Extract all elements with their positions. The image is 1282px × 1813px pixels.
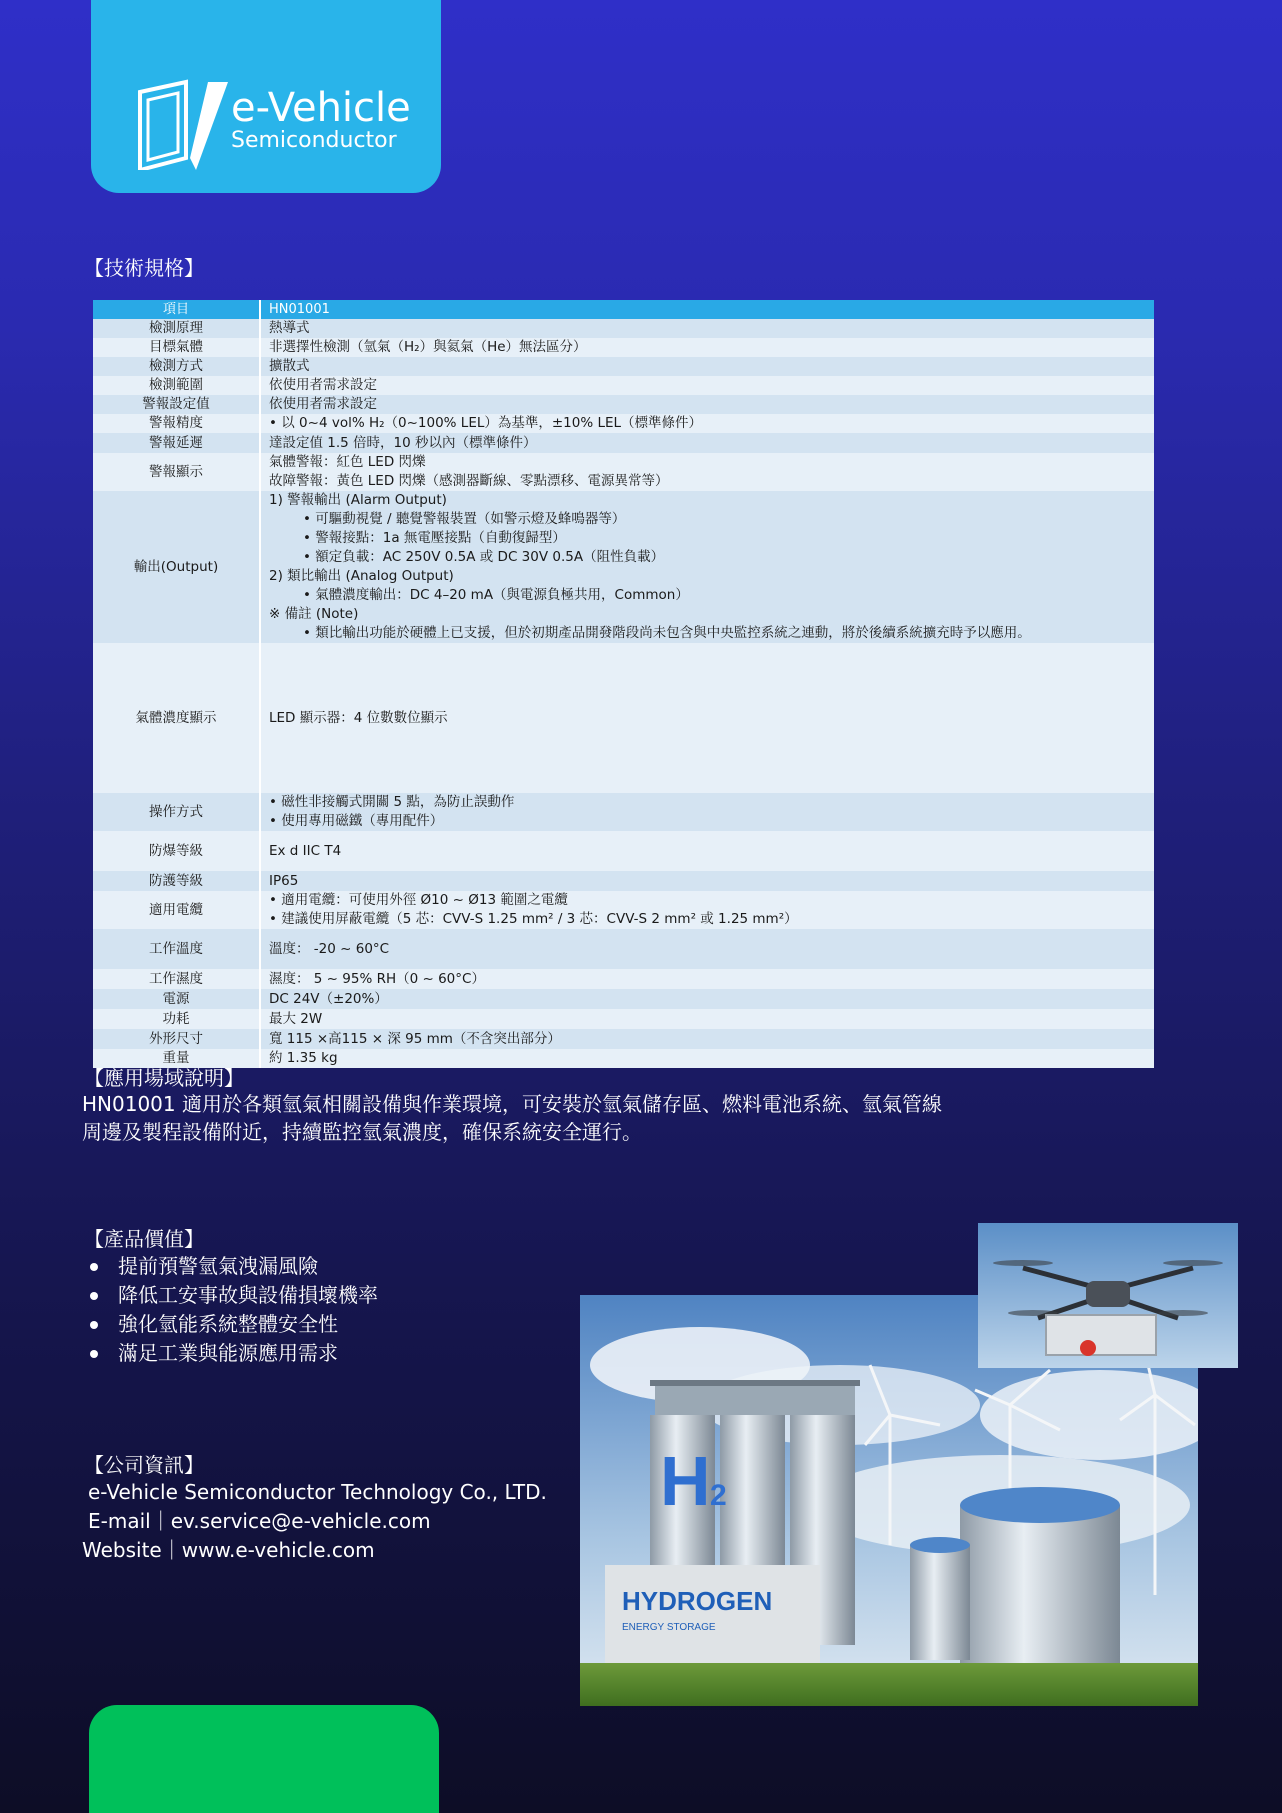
list-item (90, 1339, 378, 1368)
spec-key: 警報顯示 (93, 453, 260, 491)
table-row (93, 1029, 1154, 1049)
spec-value-line: • 氣體濃度輸出：DC 4–20 mA（與電源負極共用，Common） (303, 587, 689, 603)
table-row (93, 989, 1154, 1009)
ev-logo-icon (136, 78, 231, 170)
spec-value (260, 989, 1154, 1009)
spec-value-line: IP65 (269, 872, 299, 889)
h2-symbol: H (660, 1442, 711, 1520)
table-row (93, 491, 1154, 643)
spec-value-line: • 使用專用磁鐵（專用配件） (269, 813, 444, 829)
spec-value-line: 依使用者需求設定 (269, 396, 377, 412)
spec-value-line: 溫度： -20 ~ 60°C (269, 940, 390, 957)
spec-header-model: HN01001 (260, 300, 1154, 319)
spec-value-line: 約 1.35 kg (269, 1050, 338, 1066)
spec-table (93, 300, 1154, 1068)
spec-value-line: Ex d IIC T4 (269, 842, 342, 859)
spec-value-line: • 磁性非接觸式開關 5 點，為防止誤動作 (269, 794, 515, 810)
table-row (93, 1009, 1154, 1029)
brand-subtitle: Semiconductor (231, 128, 397, 153)
table-row (93, 453, 1154, 491)
spec-value (260, 1029, 1154, 1049)
spec-key: 氣體濃度顯示 (93, 643, 260, 793)
spec-value-line: 1) 警報輸出 (Alarm Output) (269, 492, 447, 508)
spec-value-line: 最大 2W (269, 1010, 323, 1027)
spec-value (260, 338, 1154, 357)
company-website: Website｜www.e-vehicle.com (82, 1538, 375, 1562)
list-item (90, 1252, 378, 1281)
spec-value-line: 熱導式 (269, 320, 310, 336)
spec-value-line: • 可驅動視覺 / 聽覺警報裝置（如警示燈及蜂鳴器等） (303, 511, 626, 527)
spec-value (260, 376, 1154, 395)
application-title: 【應用場域說明】 (84, 1066, 244, 1090)
table-row (93, 929, 1154, 969)
spec-value (260, 414, 1154, 433)
spec-value (260, 357, 1154, 376)
spec-value-line: • 以 0~4 vol% H₂（0~100% LEL）為基準，±10% LEL（標準條件） (269, 415, 703, 431)
application-line-1: HN01001 適用於各類氫氣相關設備與作業環境，可安裝於氫氣儲存區、燃料電池系統、氫氣管線 (82, 1092, 942, 1116)
spec-value (260, 793, 1154, 831)
table-row (93, 969, 1154, 989)
spec-key: 檢測原理 (93, 319, 260, 338)
spec-key: 重量 (93, 1049, 260, 1068)
spec-value-line: 濕度： 5 ~ 95% RH（0 ~ 60°C） (269, 970, 485, 987)
drone-photo (978, 1223, 1238, 1368)
spec-value (260, 1009, 1154, 1029)
spec-value (260, 891, 1154, 929)
spec-value (260, 929, 1154, 969)
hydrogen-title: HYDROGEN (622, 1586, 773, 1616)
bullet-icon (90, 1321, 98, 1329)
spec-key: 工作溫度 (93, 929, 260, 969)
bullet-icon (90, 1350, 98, 1358)
value-list (90, 1252, 378, 1368)
list-item (90, 1310, 378, 1339)
spec-value (260, 395, 1154, 414)
spec-value-line: • 建議使用屏蔽電纜（5 芯：CVV-S 1.25 mm² / 3 芯：CVV-S 2 mm² 或 1.25 mm²） (269, 911, 798, 927)
spec-value (260, 643, 1154, 793)
spec-value (260, 831, 1154, 871)
value-item-text: 降低工安事故與設備損壞機率 (118, 1283, 378, 1307)
spec-value-line: 2) 類比輸出 (Analog Output) (269, 568, 454, 584)
spec-key: 操作方式 (93, 793, 260, 831)
spec-table-body (93, 319, 1154, 1068)
value-title: 【產品價值】 (84, 1227, 204, 1251)
h2-subscript: 2 (710, 1479, 727, 1512)
spec-value-line: • 警報接點：1a 無電壓接點（自動復歸型） (303, 530, 566, 546)
table-row (93, 338, 1154, 357)
spec-value (260, 453, 1154, 491)
spec-value-line: LED 顯示器：4 位數數位顯示 (269, 709, 448, 726)
value-item-text: 強化氫能系統整體安全性 (118, 1312, 338, 1336)
value-item-text: 提前預警氫氣洩漏風險 (118, 1254, 318, 1278)
spec-value-line: • 類比輸出功能於硬體上已支援，但於初期產品開發階段尚未包含與中央監控系統之連動，將於後續系統擴充時予以應用。 (303, 625, 1031, 641)
table-row (93, 414, 1154, 433)
spec-value-line: • 額定負載：AC 250V 0.5A 或 DC 30V 0.5A（阻性負載） (303, 549, 665, 565)
application-text (82, 1090, 1002, 1146)
spec-value-line: ※ 備註 (Note) (269, 606, 359, 622)
spec-key: 輸出(Output) (93, 491, 260, 643)
table-row (93, 376, 1154, 395)
spec-key: 檢測範圍 (93, 376, 260, 395)
spec-key: 警報延遲 (93, 433, 260, 453)
company-name: e-Vehicle Semiconductor Technology Co., LTD. (88, 1480, 547, 1504)
spec-key: 功耗 (93, 1009, 260, 1029)
spec-value-line: DC 24V（±20%） (269, 990, 388, 1007)
spec-key: 檢測方式 (93, 357, 260, 376)
application-line-2: 周邊及製程設備附近，持續監控氫氣濃度，確保系統安全運行。 (82, 1120, 642, 1144)
logo-card (91, 0, 441, 193)
table-row (93, 871, 1154, 891)
table-row (93, 433, 1154, 453)
spec-key: 工作濕度 (93, 969, 260, 989)
table-row (93, 357, 1154, 376)
spec-value-line: • 適用電纜：可使用外徑 Ø10 ~ Ø13 範圍之電纜 (269, 892, 568, 908)
green-footer-card (89, 1705, 439, 1813)
drone-illustration (978, 1223, 1238, 1368)
company-email: E-mail｜ev.service@e-vehicle.com (88, 1509, 431, 1533)
spec-header-item: 項目 (93, 300, 260, 319)
spec-value (260, 969, 1154, 989)
brand-name: e-Vehicle (231, 85, 411, 131)
spec-value (260, 1049, 1154, 1068)
spec-key: 適用電纜 (93, 891, 260, 929)
spec-value (260, 491, 1154, 643)
company-title: 【公司資訊】 (84, 1453, 204, 1477)
spec-value-line: 擴散式 (269, 358, 310, 374)
spec-key: 警報設定值 (93, 395, 260, 414)
spec-key: 外形尺寸 (93, 1029, 260, 1049)
table-row (93, 891, 1154, 929)
bullet-icon (90, 1292, 98, 1300)
table-row (93, 831, 1154, 871)
spec-key: 防爆等級 (93, 831, 260, 871)
spec-value (260, 319, 1154, 338)
spec-value-line: 非選擇性檢測（氫氣（H₂）與氦氣（He）無法區分） (269, 339, 587, 355)
table-row (93, 643, 1154, 793)
spec-value-line: 氣體警報：紅色 LED 閃爍 (269, 454, 426, 470)
bullet-icon (90, 1263, 98, 1271)
spec-value (260, 871, 1154, 891)
spec-key: 防護等級 (93, 871, 260, 891)
spec-value-line: 寬 115 ×高115 × 深 95 mm（不含突出部分） (269, 1030, 561, 1047)
value-item-text: 滿足工業與能源應用需求 (118, 1341, 338, 1365)
spec-key: 警報精度 (93, 414, 260, 433)
table-row (93, 319, 1154, 338)
table-row (93, 395, 1154, 414)
spec-value-line: 達設定值 1.5 倍時，10 秒以內（標準條件） (269, 434, 537, 451)
spec-value-line: 依使用者需求設定 (269, 377, 377, 393)
list-item (90, 1281, 378, 1310)
spec-value-line: 故障警報：黃色 LED 閃爍（感測器斷線、零點漂移、電源異常等） (269, 473, 669, 489)
spec-key: 電源 (93, 989, 260, 1009)
spec-key: 目標氣體 (93, 338, 260, 357)
table-row (93, 793, 1154, 831)
table-row (93, 1049, 1154, 1068)
hydrogen-subtitle: ENERGY STORAGE (622, 1622, 716, 1633)
spec-value (260, 433, 1154, 453)
spec-section-title: 【技術規格】 (84, 256, 204, 280)
